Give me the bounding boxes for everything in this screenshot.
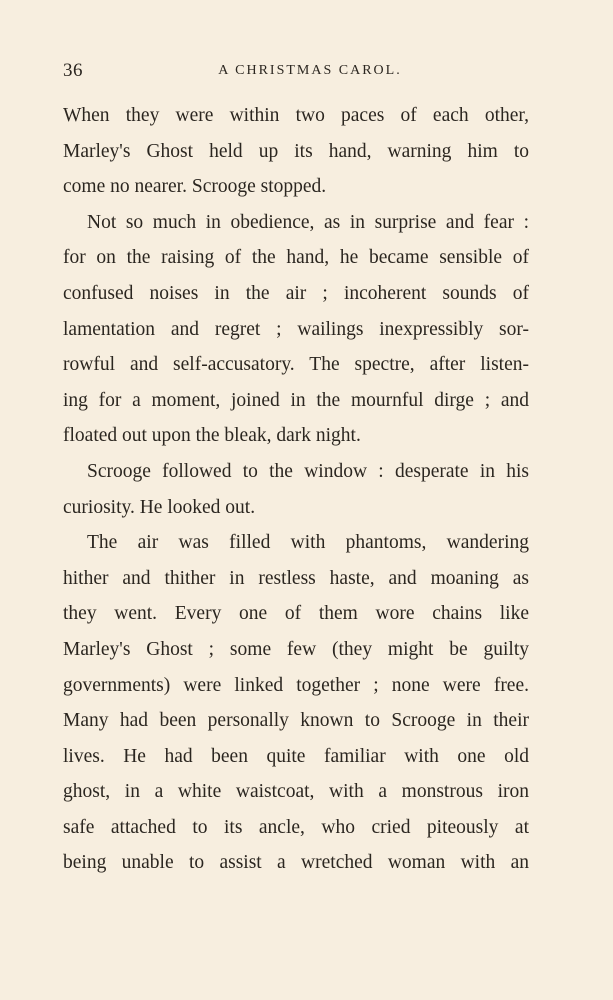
text-line: Not so much in obedience, as in surprise and fear : — [87, 211, 529, 233]
text-line: curiosity. He looked out. — [63, 496, 256, 518]
page-header — [63, 60, 529, 84]
text-line: ing for a moment, joined in the mournful dirge ; and — [63, 389, 529, 411]
text-line: The air was filled with phantoms, wandering — [87, 532, 529, 554]
text-line: floated out upon the bleak, dark night. — [63, 425, 361, 447]
text-line: come no nearer. Scrooge stopped. — [63, 176, 327, 198]
text-line: lives. He had been quite familiar with one old — [63, 745, 529, 767]
text-line: governments) were linked together ; none were free. — [63, 674, 529, 696]
text-line: confused noises in the air ; incoherent sounds of — [63, 282, 529, 304]
text-line: hither and thither in restless haste, and moaning as — [63, 567, 529, 589]
text-line: for on the raising of the hand, he became sensible of — [63, 247, 529, 269]
text-line: Many had been personally known to Scrooge in their — [63, 710, 529, 732]
text-line: Marley's Ghost held up its hand, warning him to — [63, 140, 529, 162]
text-line: ghost, in a white waistcoat, with a monstrous iron — [63, 781, 529, 803]
body-text — [63, 98, 529, 881]
text-line: they went. Every one of them wore chains like — [63, 603, 529, 625]
text-line: being unable to assist a wretched woman with an — [63, 852, 529, 874]
running-head: A CHRISTMAS CAROL. — [218, 63, 402, 78]
text-line: lamentation and regret ; wailings inexpressibly sor- — [63, 318, 529, 340]
text-line: Scrooge followed to the window : desperate in his — [87, 460, 529, 482]
text-line: safe attached to its ancle, who cried piteously at — [63, 816, 529, 838]
page-number: 36 — [63, 60, 83, 81]
text-line: rowful and self-accusatory. The spectre, after listen- — [63, 354, 529, 376]
text-line: Marley's Ghost ; some few (they might be guilty — [63, 638, 529, 660]
text-line: When they were within two paces of each other, — [63, 105, 529, 126]
